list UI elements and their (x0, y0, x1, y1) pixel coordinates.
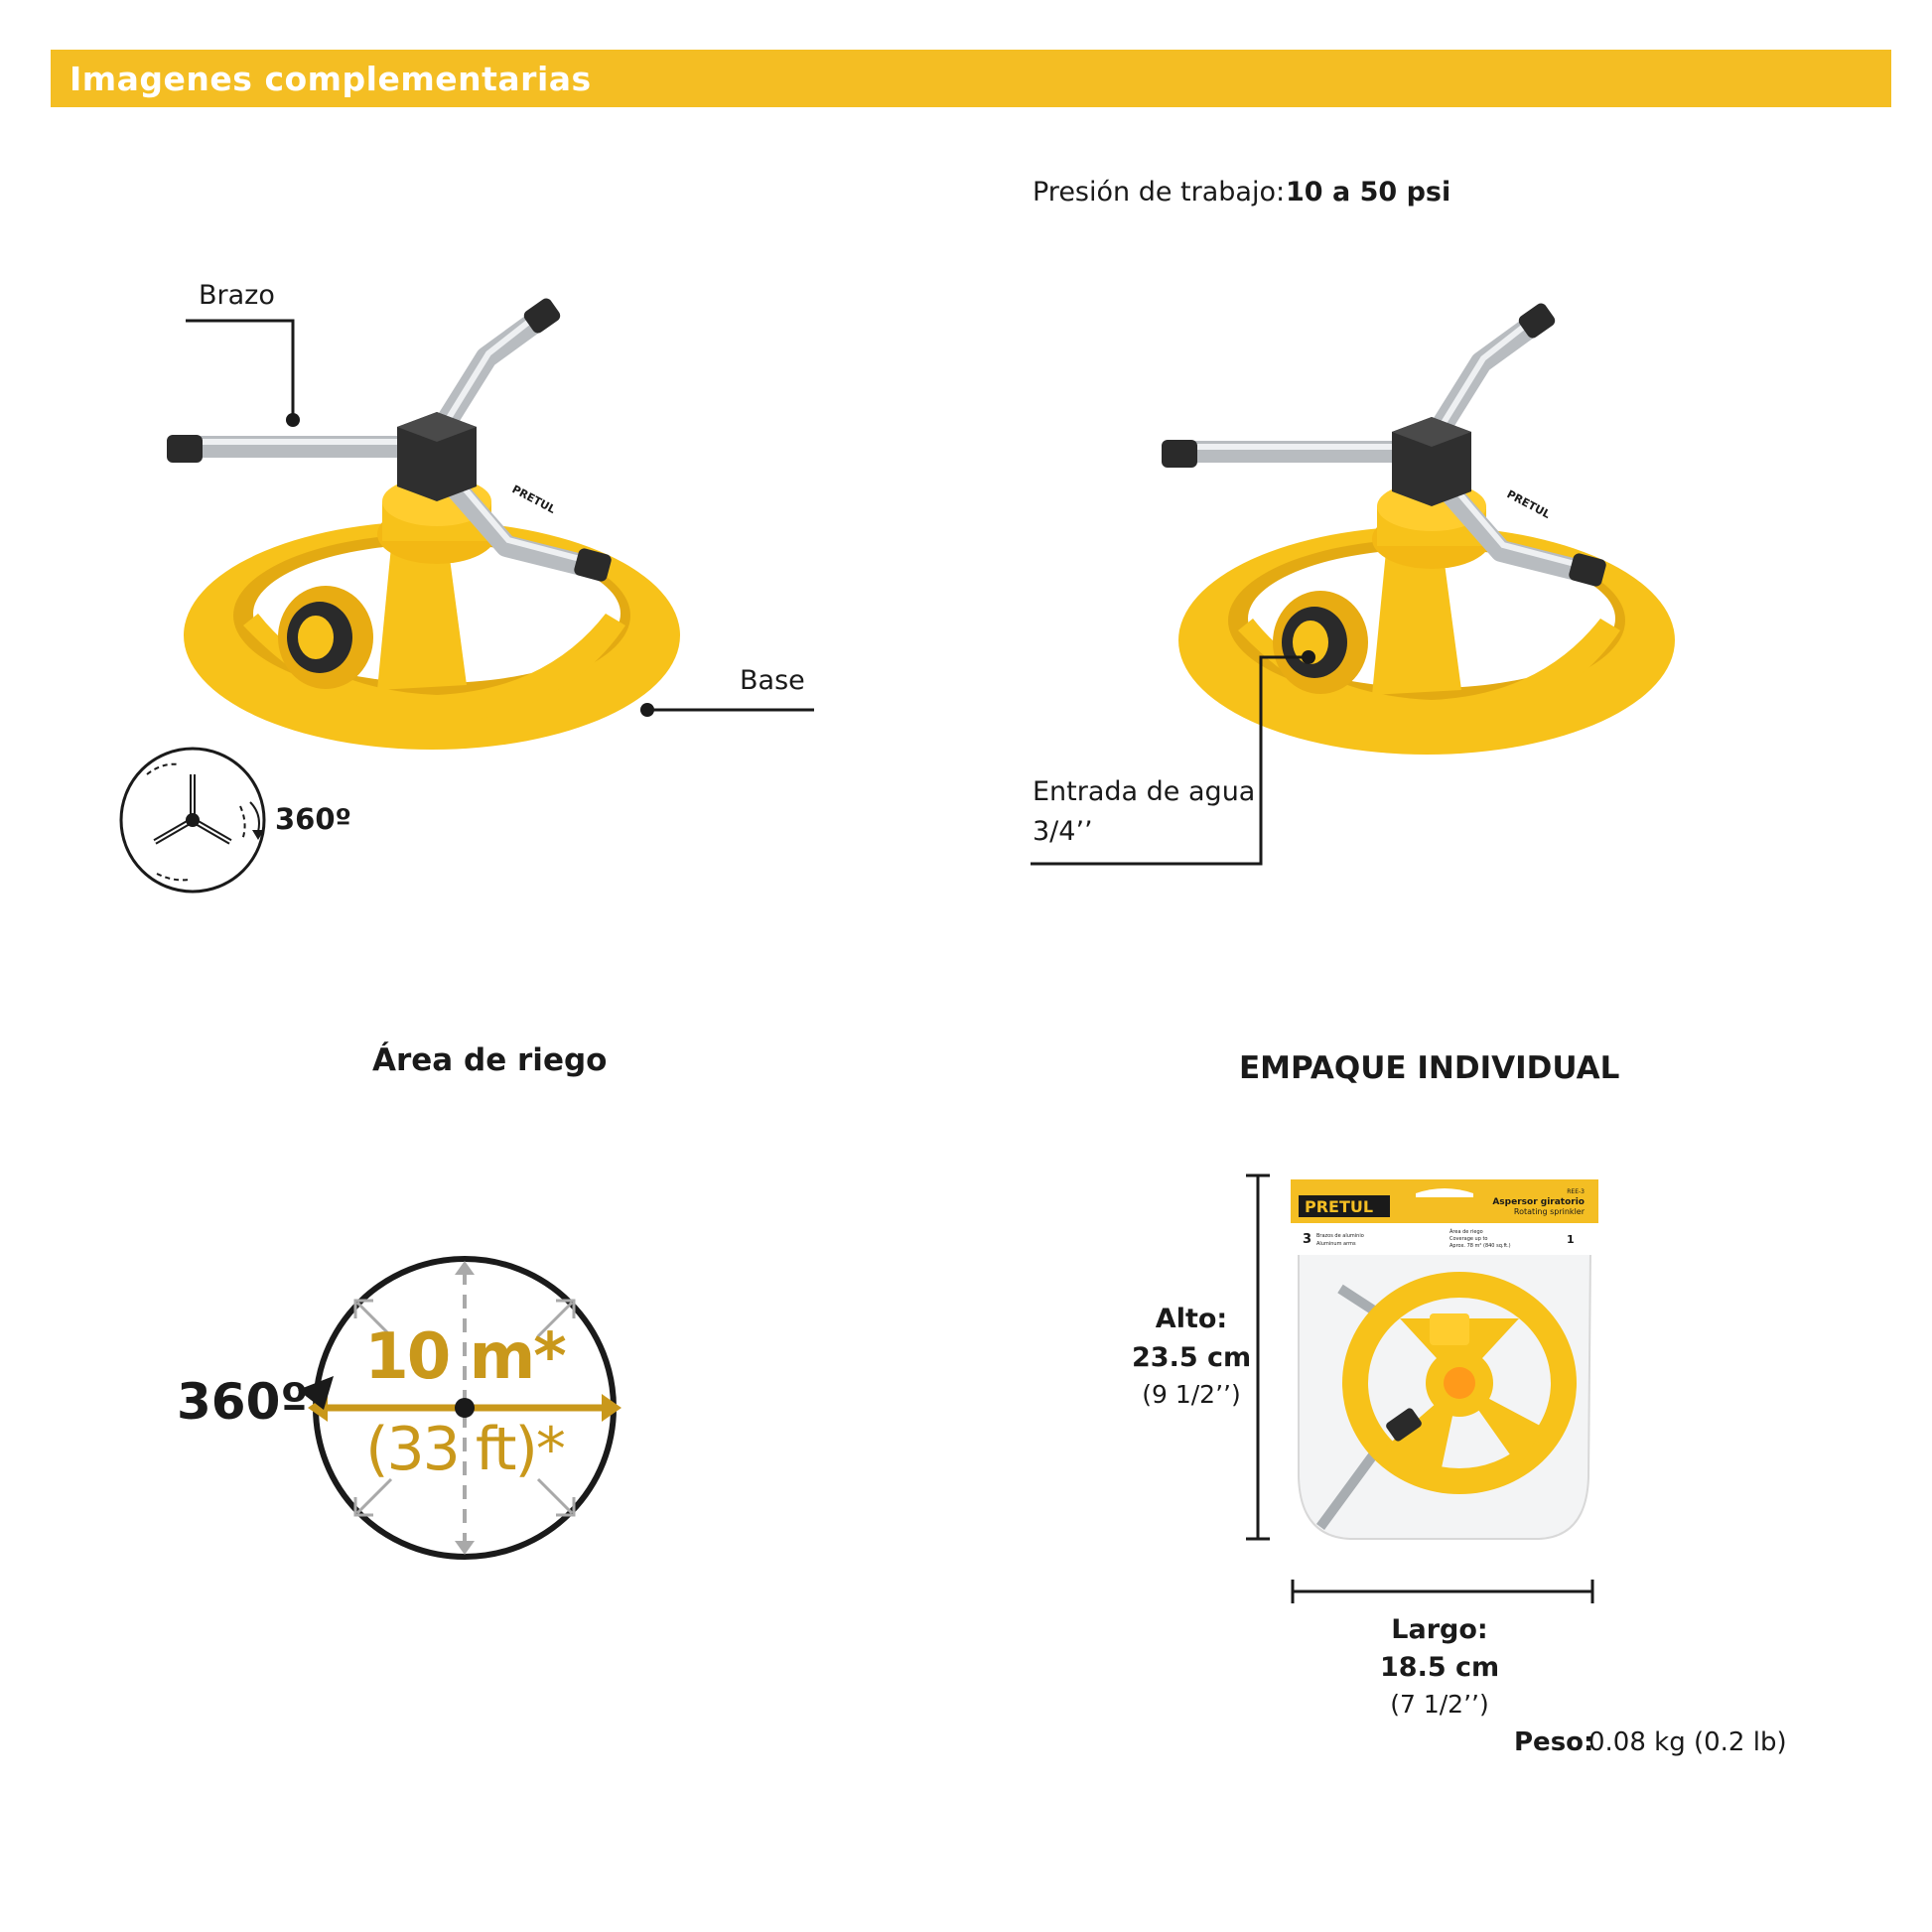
card-arms-es: Brazos de aluminio (1316, 1233, 1364, 1239)
inlet-label-line2: 3/4’’ (1033, 816, 1093, 847)
pressure-value: 10 a 50 psi (1286, 177, 1451, 207)
card-brand: PRETUL (1305, 1197, 1374, 1216)
package-title: EMPAQUE INDIVIDUAL (1239, 1050, 1620, 1086)
coverage-metric: 10 m* (364, 1320, 565, 1394)
card-arms-en: Aluminum arms (1316, 1241, 1356, 1247)
card-arms-num: 3 (1303, 1232, 1312, 1247)
card-area-value: Aprox. 78 m² (840 sq.ft.) (1449, 1243, 1511, 1249)
base-leader-line (639, 700, 818, 720)
peso-label: Peso: (1514, 1727, 1594, 1757)
brazo-label: Brazo (199, 280, 275, 311)
alto-label: Alto: (1155, 1304, 1228, 1334)
peso-value: 0.08 kg (0.2 lb) (1588, 1727, 1787, 1757)
card-area-es: Área de riego (1449, 1229, 1483, 1235)
largo-cm: 18.5 cm (1380, 1652, 1500, 1683)
alto-in: (9 1/2’’) (1142, 1380, 1241, 1409)
card-title-es: Aspersor giratorio (1492, 1197, 1585, 1207)
package-image (1291, 1179, 1598, 1547)
width-dimension-line (1291, 1577, 1594, 1606)
coverage-rotation-label: 360º (177, 1373, 309, 1431)
alto-cm: 23.5 cm (1132, 1342, 1252, 1373)
area-title: Área de riego (372, 1042, 608, 1078)
card-area-en: Coverage up to (1449, 1236, 1488, 1242)
largo-label: Largo: (1391, 1614, 1488, 1645)
brazo-leader-line (184, 318, 303, 427)
product-brand-text: PRETUL (509, 483, 558, 516)
inlet-label-line1: Entrada de agua (1033, 776, 1256, 807)
coverage-imperial: (33 ft)* (365, 1415, 564, 1484)
base-label: Base (740, 665, 805, 696)
largo-in: (7 1/2’’) (1390, 1690, 1489, 1719)
rotation-360-label: 360º (275, 802, 351, 836)
pressure-label: Presión de trabajo: (1033, 177, 1286, 207)
card-code: REE-3 (1567, 1188, 1585, 1195)
product-brand-text: PRETUL (1504, 487, 1553, 521)
coverage-diagram (298, 1241, 635, 1559)
header-title: Imagenes complementarias (69, 60, 592, 98)
rotation-360-icon (117, 745, 276, 894)
card-count: 1 (1567, 1233, 1575, 1246)
package-illustration (1291, 1179, 1598, 1547)
card-title-en: Rotating sprinkler (1513, 1207, 1585, 1216)
